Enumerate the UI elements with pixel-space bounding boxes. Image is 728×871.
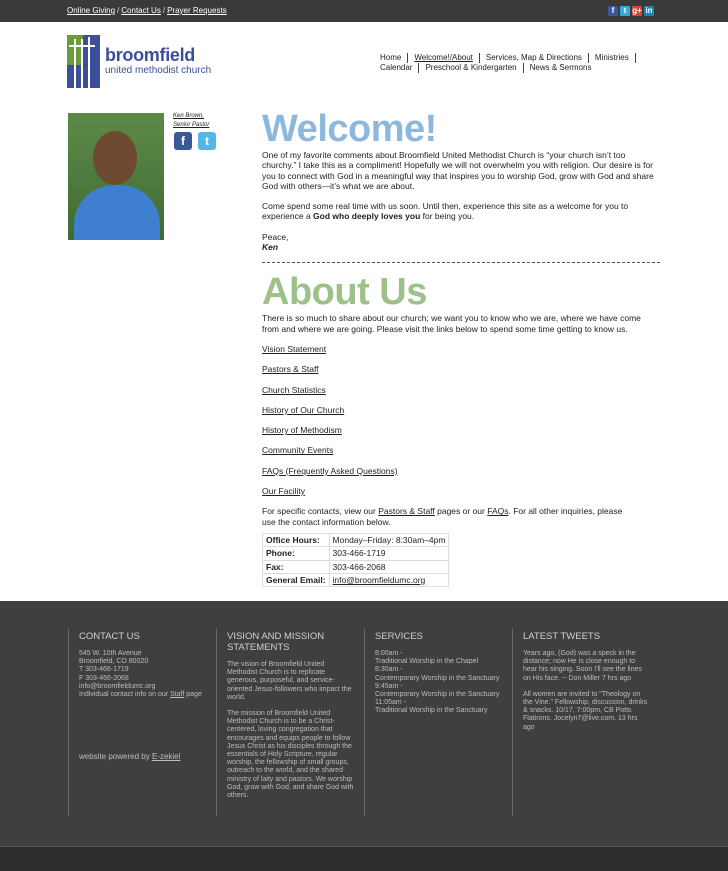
footer-contact-column <box>68 628 206 816</box>
footer-bottom-bar <box>0 846 728 871</box>
office-hours-label: Office Hours: <box>263 533 330 546</box>
powered-by: website powered by E-zekiel <box>79 752 181 761</box>
footer-contact-title: CONTACT US <box>79 631 140 642</box>
prayer-requests-link[interactable]: Prayer Requests <box>167 6 227 15</box>
service-time: 11:05am - <box>375 699 406 707</box>
separator: / <box>117 6 120 15</box>
phone-line: T 303-466-1719 <box>79 666 129 674</box>
nav-news-sermons[interactable]: News & Sermons <box>529 63 592 72</box>
mission-text: The mission of Broomfield United Methodist Church is to be a Christ-centered, loving congregation that encourages and equips people to follow Jesus Christ as his disciples through the essentials of Holy Scripture, regular worship, the fellowship of small groups, outreach to the world, and the shared ministry of laity and pastors. We worship God, grow with God, and share God with others. <box>227 710 354 800</box>
footer-services-column <box>364 628 502 816</box>
link-our-facility[interactable]: Our Facility <box>262 486 305 497</box>
main-content <box>262 110 660 587</box>
service-name: Traditional Worship in the Sanctuary <box>375 707 488 715</box>
nav-home[interactable]: Home <box>374 53 408 63</box>
link-faqs[interactable]: FAQs (Frequently Asked Questions) <box>262 465 398 476</box>
welcome-heading: Welcome! <box>262 108 437 150</box>
pastors-staff-inline-link[interactable]: Pastors & Staff <box>378 506 435 517</box>
facebook-icon[interactable]: f <box>608 6 618 16</box>
service-name: Contemporary Worship in the Sanctuary <box>375 674 500 682</box>
phone-value: 303-466-1719 <box>329 547 449 560</box>
service-name: Contemporary Worship in the Sanctuary <box>375 691 500 699</box>
footer-tweets-title: LATEST TWEETS <box>523 631 601 642</box>
service-time: 8:30am - <box>375 666 403 674</box>
nav-services-map-directions[interactable]: Services, Map & Directions <box>480 53 589 63</box>
tweet-item: Years ago, (God) was a speck in the distance; now He is close enough to hear his singing. Soon I'll see the lines on His face. -- Don Miller 7 hrs ago <box>523 650 642 682</box>
tweet-item: All women are invited to "Theology on the Vine." Fellowship, discussion, drinks & snacks. 10/17, 7:00pm, CB Potts Flatirons. Jocelyn7@live.com. 13 hrs ago <box>523 690 648 731</box>
link-community-events[interactable]: Community Events <box>262 445 334 456</box>
about-links <box>262 344 660 496</box>
top-bar <box>0 0 728 22</box>
phone-label: Phone: <box>263 547 330 560</box>
site-logo[interactable] <box>67 35 227 90</box>
address-line: 545 W. 10th Avenue <box>79 650 142 657</box>
main-nav <box>374 53 636 73</box>
pastor-name: Ken Brown, <box>173 113 205 119</box>
pastor-caption[interactable] <box>173 112 209 130</box>
pastor-twitter-icon[interactable]: t <box>198 132 216 150</box>
service-name: Traditional Worship in the Chapel <box>375 658 479 666</box>
link-vision-statement[interactable]: Vision Statement <box>262 343 327 354</box>
email-line[interactable]: info@broomfieldumc.org <box>79 682 156 690</box>
about-intro: There is so much to share about our church; we want you to know who we are, where we have come from and where we are going. Please visit the links below to spend some time getting to know us. <box>262 313 641 334</box>
link-pastors-staff[interactable]: Pastors & Staff <box>262 364 319 375</box>
emphasis-text: God who deeply loves you <box>313 211 421 222</box>
contact-info-table <box>262 533 449 587</box>
staff-link[interactable]: Staff <box>170 691 185 699</box>
faqs-inline-link[interactable]: FAQs <box>487 506 509 517</box>
link-history-of-methodism[interactable]: History of Methodism <box>262 425 342 436</box>
service-time: 8:00am - <box>375 650 403 657</box>
logo-name: broomfield <box>105 45 195 65</box>
google-plus-icon[interactable]: g+ <box>632 6 642 15</box>
online-giving-link[interactable]: Online Giving <box>67 6 116 15</box>
nav-calendar[interactable]: Calendar <box>374 63 419 73</box>
table-row <box>263 547 449 560</box>
fax-value: 303-466-2068 <box>329 560 449 573</box>
footer-vision-title: VISION AND MISSION STATEMENTS <box>227 631 325 653</box>
footer-vision-column <box>216 628 354 816</box>
ezekiel-link[interactable]: E-zekiel <box>151 752 181 761</box>
footer-tweets-column <box>512 628 650 816</box>
social-icons-top <box>608 6 654 16</box>
utility-links <box>67 6 227 15</box>
table-row <box>263 573 449 586</box>
linkedin-icon[interactable]: in <box>645 6 653 15</box>
office-hours-value: Monday–Friday: 8:30am–4pm <box>329 533 449 546</box>
link-history-of-our-church[interactable]: History of Our Church <box>262 404 345 415</box>
fax-line: F 303-466-2068 <box>79 674 129 682</box>
nav-welcome-about[interactable]: Welcome!/About <box>408 53 480 63</box>
table-row <box>263 560 449 573</box>
city-line: Broomfield, CO 80020 <box>79 658 149 666</box>
link-church-statistics[interactable]: Church Statistics <box>262 384 326 395</box>
pastor-facebook-icon[interactable]: f <box>174 132 192 150</box>
fax-label: Fax: <box>263 560 330 573</box>
email-label: General Email: <box>263 573 330 586</box>
nav-ministries[interactable]: Ministries <box>589 53 636 63</box>
twitter-icon[interactable]: t <box>620 6 630 16</box>
separator: / <box>162 6 166 15</box>
logo-mark-icon <box>67 35 100 88</box>
signature: Ken <box>262 242 279 253</box>
service-time: 9:45am - <box>375 682 403 690</box>
pastor-title: Senior Pastor <box>173 122 210 128</box>
contact-us-link[interactable]: Contact Us <box>121 6 161 15</box>
welcome-paragraph: One of my favorite comments about Broomfield United Methodist Church is “your church isn’t too churchy.” I take this as a compliment! Hopefully we will not overwhelm you with religion. Our desire is for you to connect with God in a meaningful way that inspires you to worship God, grow with God and share God with others—it’s what we are about. <box>262 150 654 191</box>
email-link[interactable]: info@broomfieldumc.org <box>329 573 449 586</box>
logo-subtitle: united methodist church <box>105 65 212 76</box>
table-row <box>263 533 449 546</box>
welcome-paragraph-2: Come spend some real time with us soon. Until then, experience this site as a welcome for you to experience a God who deeply loves you for being you. <box>262 201 629 222</box>
staff-line: Individual contact info on our Staff page <box>79 691 202 699</box>
nav-preschool-kindergarten[interactable]: Preschool & Kindergarten <box>419 63 523 73</box>
contacts-paragraph: For specific contacts, view our Pastors & Staff pages or our FAQs. For all other inquiries, please use the contact information below. <box>262 506 623 527</box>
about-heading: About Us <box>262 271 427 314</box>
section-divider <box>262 262 660 263</box>
footer-services-title: SERVICES <box>375 631 423 642</box>
pastor-photo <box>68 113 164 240</box>
signoff: Peace, <box>262 231 289 242</box>
vision-text: The vision of Broomfield United Methodist Church is to replicate generous, purposeful, and service-oriented Jesus-followers who impact the world. <box>227 661 352 701</box>
